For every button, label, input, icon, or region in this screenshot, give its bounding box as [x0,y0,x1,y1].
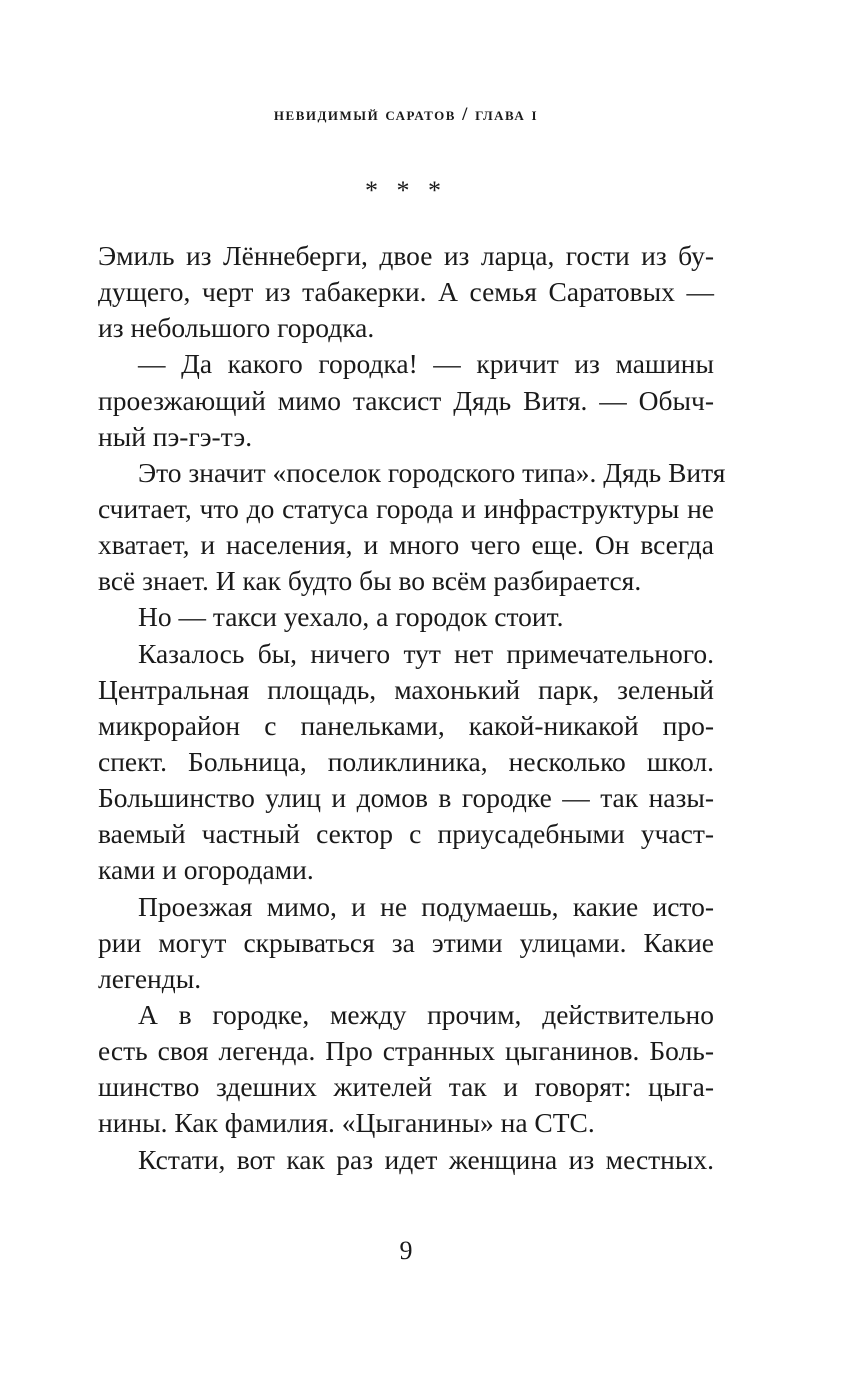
text-line: Большинство улиц и домов в городке — так назы- [98,782,714,814]
text-line: Центральная площадь, махонький парк, зеленый [98,673,714,705]
page-number: 9 [399,1236,413,1265]
text-line: ками и огородами. [98,854,314,886]
text-line: считает, что до статуса города и инфраструктуры не [98,492,714,524]
text-line: легенды. [98,962,202,994]
text-line: проезжающий мимо таксист Дядь Витя. — Обыч- [98,384,714,416]
text-line: шинство здешних жителей так и говорят: цыга- [98,1071,714,1103]
text-line: ваемый частный сектор с приусадебными участ- [98,818,714,850]
running-header: невидимый саратов / глава i [273,104,539,125]
text-line: нины. Как фамилия. «Цыганины» на СТС. [98,1107,595,1139]
text-line: рии могут скрываться за этими улицами. Какие [98,926,714,958]
text-line: дущего, черт из табакерки. А семья Саратовых — [98,276,714,308]
text-line: из небольшого городка. [98,312,375,344]
body-text [98,238,726,1178]
text-line: всё знает. И как будто бы во всём разбирается. [98,565,642,597]
text-line: А в городке, между прочим, действительно [138,998,714,1030]
section-separator: * * * [365,176,447,205]
text-line: Проезжая мимо, и не подумаешь, какие исто- [138,890,714,922]
text-line: есть своя легенда. Про странных цыганинов. Боль- [98,1035,714,1067]
text-line: — Да какого городка! — кричит из машины [138,348,714,380]
text-line: хватает, и населения, и много чего еще. Он всегда [98,529,714,561]
text-line: ный пэ-гэ-тэ. [98,420,253,452]
text-line: Казалось бы, ничего тут нет примечательного. [138,637,714,669]
text-line: микрорайон с панельками, какой-никакой про- [98,709,714,741]
text-line: Это значит «поселок городского типа». Дядь Витя [138,456,726,488]
text-line: Эмиль из Лённеберги, двое из ларца, гости из бу- [98,240,714,271]
text-line: Кстати, вот как раз идет женщина из местных. [138,1143,714,1175]
text-line: спект. Больница, поликлиника, несколько школ. [98,745,714,777]
text-line: Но — такси уехало, а городок стоит. [138,601,564,633]
